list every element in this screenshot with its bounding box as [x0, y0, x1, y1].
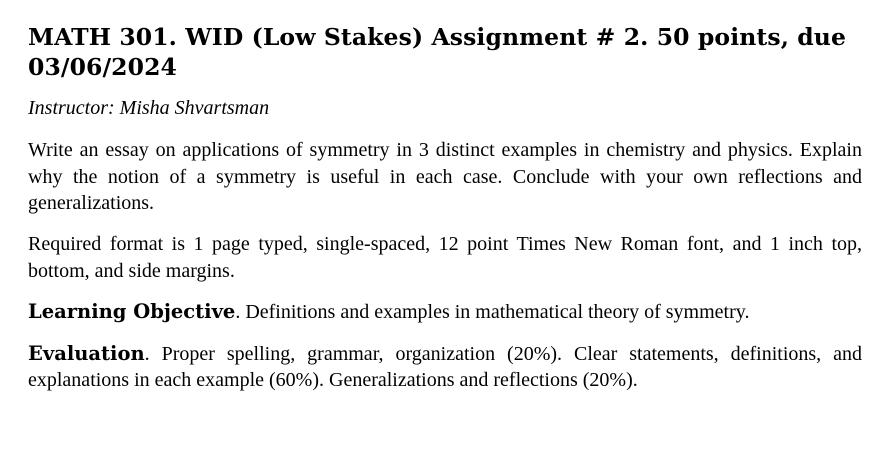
- paragraph-text: Write an essay on applications of symmetry in 3 distinct examples in chemistry and physics. Explain why the notion of a symmetry is useful in each case. Conclude with your own reflections and generalizations.: [28, 139, 862, 214]
- page-title: MATH 301. WID (Low Stakes) Assignment # 2. 50 points, due 03/06/2024: [28, 23, 847, 82]
- paragraph-lead-label: Learning Objective: [28, 300, 236, 324]
- paragraph-lead-label: Evaluation: [28, 341, 145, 365]
- instructor-line: Instructor: Misha Shvartsman: [28, 97, 270, 120]
- paragraph-text: Required format is 1 page typed, single-spaced, 12 point Times New Roman font, and 1 inch top, bottom, and side margins.: [28, 233, 862, 282]
- paragraph-learning-objective: [28, 299, 862, 325]
- paragraph-assignment-description: [28, 137, 862, 216]
- paragraph-text: . Definitions and examples in mathematical theory of symmetry.: [235, 301, 750, 324]
- paragraph-required-format: [28, 231, 862, 284]
- paragraph-text: . Proper spelling, grammar, organization (20%). Clear statements, definitions, and explanations in each example (60%). Generalizations and reflections (20%).: [28, 342, 862, 391]
- paragraph-evaluation: [28, 341, 862, 394]
